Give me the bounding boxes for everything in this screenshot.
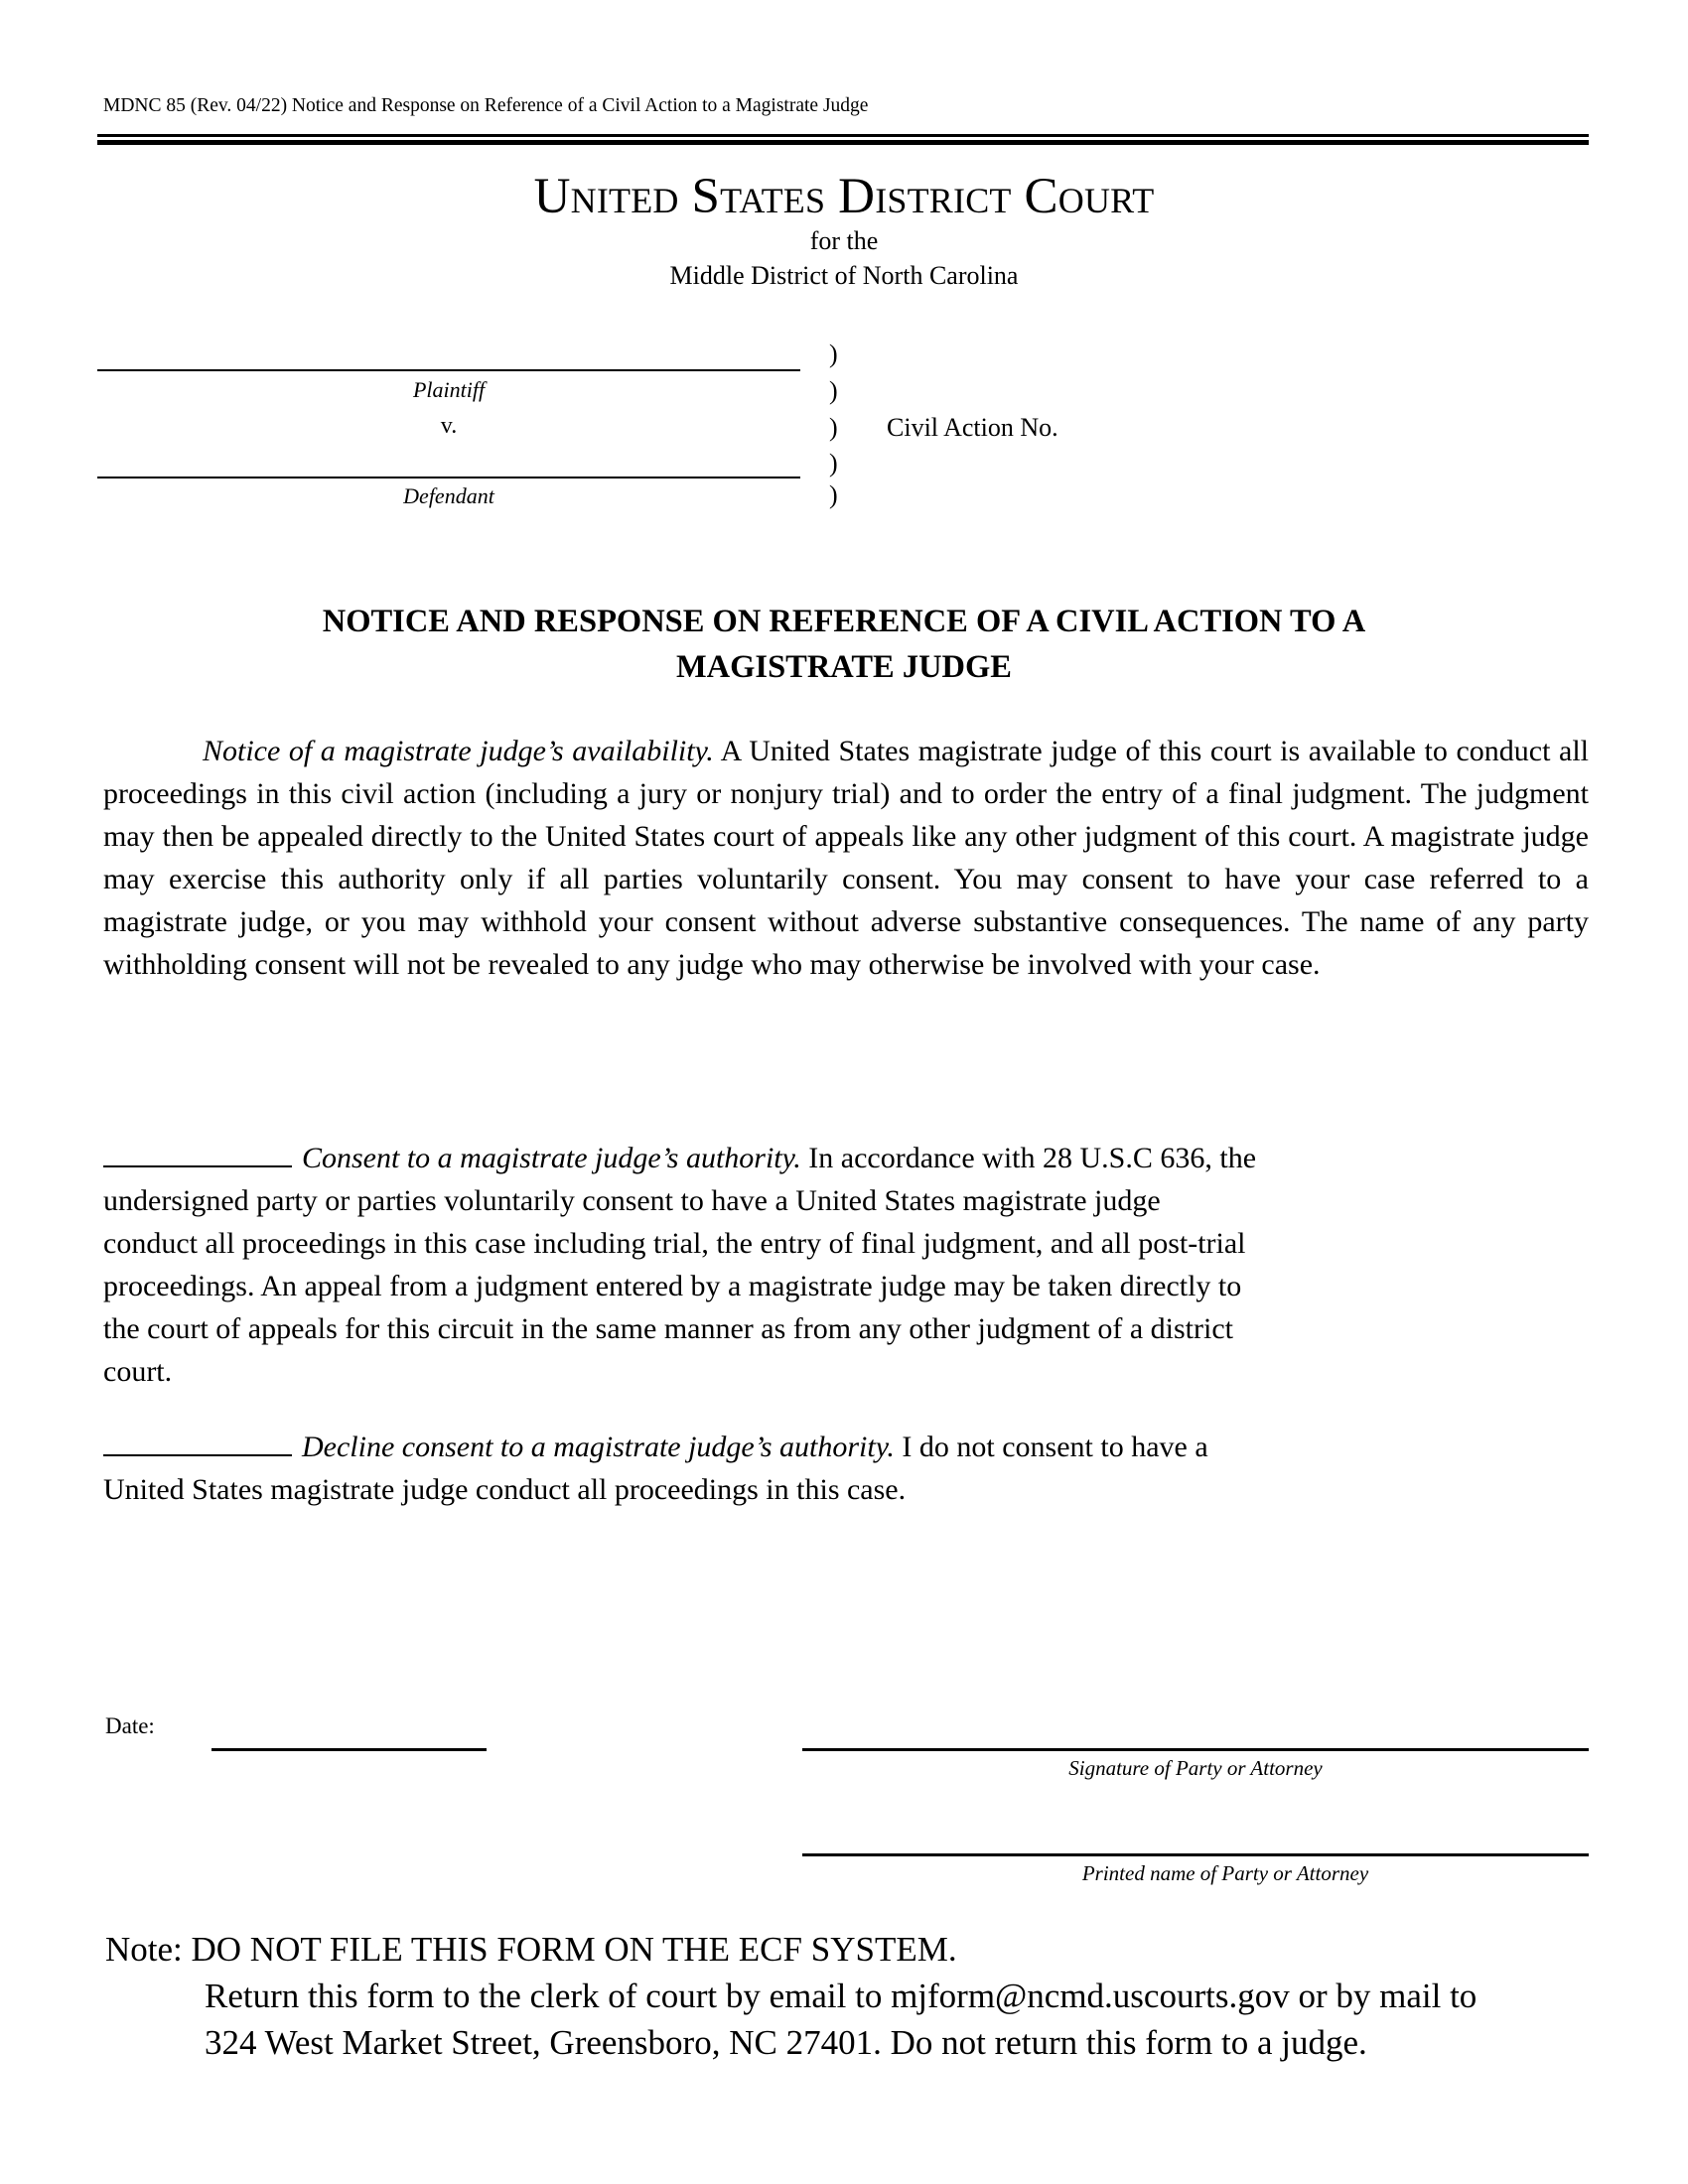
consent-text-line: proceedings. An appeal from a judgment entered by a magistrate judge may be taken directly to [103, 1270, 1242, 1302]
decline-heading: Decline consent to a magistrate judge’s authority. [302, 1431, 895, 1463]
form-title-line-2: MAGISTRATE JUDGE [676, 649, 1012, 685]
header-rule-thin [97, 134, 1589, 137]
header-rule-thick [97, 140, 1589, 145]
caption-paren: ) [829, 480, 838, 509]
decline-initials-field[interactable] [103, 1433, 292, 1456]
civil-action-number-field[interactable] [1077, 413, 1375, 443]
note-mail-address: 324 West Market Street, Greensboro, NC 27401. Do not return this form to a judge. [205, 2023, 1367, 2062]
caption-paren: ) [829, 376, 838, 405]
date-field[interactable] [211, 1715, 487, 1747]
court-for-the: for the [809, 226, 879, 255]
printed-name-line [802, 1853, 1589, 1856]
consent-text-line: the court of appeals for this circuit in the same manner as from any other judgment of a district [103, 1312, 1233, 1345]
consent-heading: Consent to a magistrate judge’s authority. [302, 1142, 801, 1174]
consent-initials-field[interactable] [103, 1144, 292, 1167]
note-return-instructions: Return this form to the clerk of court by email to mjform@ncmd.uscourts.gov or by mail to [205, 1977, 1477, 2015]
caption-paren: ) [829, 340, 838, 368]
consent-text-line: In accordance with 28 U.S.C 636, the [800, 1142, 1257, 1174]
note-line: Note: DO NOT FILE THIS FORM ON THE ECF SYSTEM. [105, 1930, 957, 1969]
consent-text-line: undersigned party or parties voluntarily consent to have a United States magistrate judge [103, 1184, 1161, 1217]
caption-paren: ) [829, 413, 838, 442]
signature-label: Signature of Party or Attorney [1068, 1756, 1323, 1780]
consent-text-line: conduct all proceedings in this case including trial, the entry of final judgment, and all post-trial [103, 1227, 1246, 1260]
court-district: Middle District of North Carolina [669, 261, 1019, 290]
versus-label: v. [440, 413, 458, 439]
civil-action-label: Civil Action No. [887, 413, 1058, 442]
decline-text-line: I do not consent to have a [894, 1431, 1208, 1463]
defendant-field[interactable] [97, 445, 800, 475]
printed-name-label: Printed name of Party or Attorney [1081, 1861, 1369, 1885]
signature-field[interactable] [802, 1712, 1589, 1747]
consent-paragraph [103, 1137, 1589, 1393]
form-title-line-1: NOTICE AND RESPONSE ON REFERENCE OF A CIVIL ACTION TO A [322, 604, 1366, 639]
plaintiff-field[interactable] [97, 338, 800, 367]
date-label: Date: [105, 1713, 155, 1738]
defendant-line [97, 477, 800, 478]
printed-name-field[interactable] [802, 1819, 1589, 1853]
signature-line [802, 1748, 1589, 1751]
notice-paragraph [103, 730, 1589, 986]
consent-text-line: court. [103, 1355, 173, 1388]
decline-text-line: United States magistrate judge conduct all proceedings in this case. [103, 1473, 907, 1506]
defendant-label: Defendant [403, 483, 494, 508]
notice-body: A United States magistrate judge of this court is available to conduct all proceedings in this civil action (including a jury or nonjury trial) and to order the entry of a final judgment. The judgment may then be appealed directly to the United States court of appeals like any other judgment of this court. A magistrate judge may exercise this authority only if all parties voluntarily consent. You may consent to have your case referred to a magistrate judge, or you may withhold your consent without adverse substantive consequences. The name of any party withholding consent will not be revealed to any judge who may otherwise be involved with your case. [103, 735, 1589, 981]
date-line [211, 1748, 487, 1751]
decline-paragraph [103, 1426, 1589, 1511]
form-id-header: MDNC 85 (Rev. 04/22) Notice and Response on Reference of a Civil Action to a Magistrate Judge [103, 95, 869, 116]
notice-heading: Notice of a magistrate judge’s availability. [203, 735, 714, 767]
caption-paren: ) [829, 449, 838, 478]
plaintiff-line [97, 369, 800, 371]
court-name: United States District Court [533, 169, 1155, 224]
plaintiff-label: Plaintiff [412, 377, 486, 402]
